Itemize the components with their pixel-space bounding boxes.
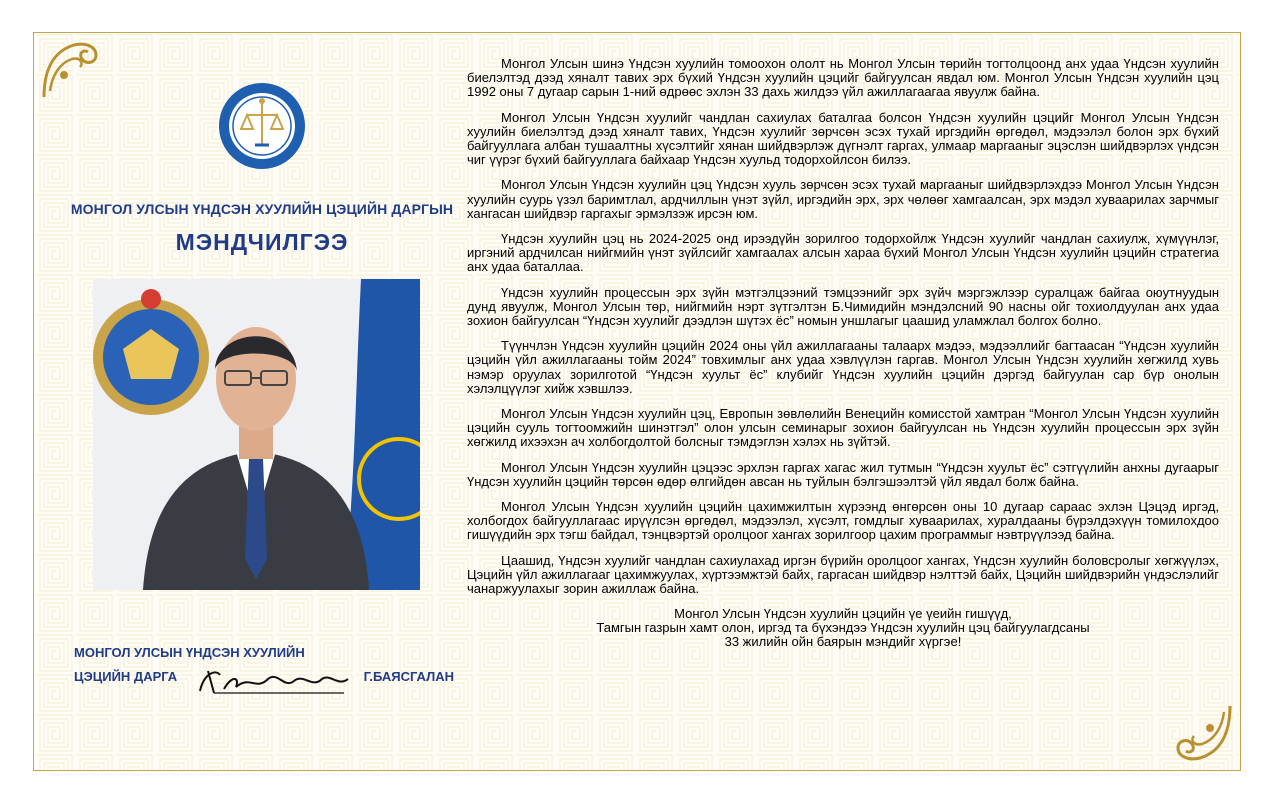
greeting-card	[33, 32, 1241, 771]
corner-ornament-icon	[1172, 702, 1234, 764]
corner-ornament-icon	[40, 39, 102, 101]
closing-line: Монгол Улсын Үндсэн хуулийн цэцийн үе үеийн гишүүд,	[674, 606, 1012, 622]
paragraph: Монгол Улсын Үндсэн хуулийн цэц Үндсэн хууль зөрчсөн эсэх тухай маргааныг шийдвэрлэхдээ Монгол Улсын Үндсэн хуулийн суурь үзэл баримтлал, ардчиллын үнэт зүйл, иргэдийн эрх, эрх чөлөөг хамгаалсан, эрх мэдэл хуваарилах зарчмыг хангасан шийдвэр гаргахыг эрмэлзэж ирсэн юм.	[467, 177, 1219, 221]
paragraph: Үндсэн хуулийн процессын эрх зүйн мэтгэлцээний тэмцээнийг эрх зүйч мэргэжлээр суралцаж байгаа оюутнуудын дунд явуулж, Монгол Улсын төр, нийгмийн нэрт зүтгэлтэн Б.Чимидийн мэндэлсний 90 насны ойг тохиолдуулан анх удаа зохион байгуулсан “Үндсэн хуулийг дээдлэн шүтэх ёс” номын уншлагыг цаашид уламжлал болгох болно.	[467, 284, 1219, 329]
paragraph: Монгол Улсын Үндсэн хуулийн цэц, Европын зөвлөлийн Венецийн комисстой хамтран “Монгол Улсын Үндсэн хуулийн цэцийн сууль тогтоомжийн шинэтгэл” олон улсын семинарыг зохион байгуулсан нь Үндсэн хуулийн процессын эрх зүйн хөгжилд ихээхэн ач холбогдолтой болсныг тэмдэглэн хэлэх нь зүйтэй.	[467, 406, 1219, 450]
paragraph: Монгол Улсын Үндсэн хуулийг чандлан сахиулах баталгаа болсон Үндсэн хуулийн цэцийг Монгол Улсын Үндсэн хуулийн биелэлтэд дээд хяналт тавих, Үндсэн хуулийг зөрчсөн эсэх тухай иргэдийн өргөдөл, мэдээлэл болон эрх бүхий байгууллага албан тушаалтны хүсэлтийг хянан шийдвэрлэж дүгнэлт гаргах, улмаар маргааныг эцэслэн шийдвэрлэх үндсэн чиг үүрэг бүхий байгууллага байхаар Үндсэн хуульд тодорхойлсон билээ.	[467, 109, 1219, 168]
greeting-body	[467, 57, 1219, 649]
signature-line-1: МОНГОЛ УЛСЫН ҮНДСЭН ХУУЛИЙН	[74, 645, 305, 660]
signature-line-2: ЦЭЦИЙН ДАРГА	[74, 669, 178, 684]
paragraph: Монгол Улсын шинэ Үндсэн хуулийн томоохон ололт нь Монгол Улсын төрийн тогтолцоонд анх удаа Үндсэн хуулийн биелэлтэд дээд хяналт тавих эрх бүхий Үндсэн хуулийн цэцийг байгуулсан явдал юм. Монгол Улсын Үндсэн хуулийн цэц 1992 оны 7 дугаар сарын 1-ний өдрөөс эхлэн 33 дахь жилдээ үйл ажиллагаагаа явуулж байна.	[467, 56, 1219, 100]
handwritten-signature-icon	[194, 665, 354, 697]
paragraph: Монгол Улсын Үндсэн хуулийн цэцээс эрхлэн гаргах хагас жил тутмын “Үндсэн хуульт ёс” сэтгүүлийн анхны дугаарыг Үндсэн хуулийн цэцийн төрсөн өдөр өлгийдөн авсан нь туйлын бэлгэшээлтэй үйл явдал болж байна.	[467, 459, 1219, 489]
signature-block	[74, 645, 454, 705]
chairman-portrait	[93, 279, 420, 590]
signature-name: Г.БАЯСГАЛАН	[363, 669, 454, 684]
paragraph: Монгол Улсын Үндсэн хуулийн цэцийн цахимжилтын хүрээнд өнгөрсөн оны 10 дугаар сараас эхлэн Цэцэд иргэд, холбогдох байгууллагаас ирүүлсэн өргөдөл, мэдээлэл, хүсэлт, гомдлыг хуваарилах, хуралдааны бүрэлдэхүүн томилохдоо гишүүдийн эрх тэгш байдал, тэнцвэртэй оролцоог хангах зорилгоор цахим программыг нэвтрүүлээд байна.	[467, 499, 1219, 543]
constitutional-court-emblem-icon	[217, 81, 307, 171]
closing-line: 33 жилийн ойн баярын мэндийг хүргэе!	[724, 634, 962, 650]
closing-line: Тамгын газрын хамт олон, иргэд та бүхэндээ Үндсэн хуулийн цэц байгуулагдсаны	[596, 620, 1090, 636]
paragraph: Үндсэн хуулийн цэц нь 2024-2025 онд ирээдүйн зорилгоо тодорхойлж Үндсэн хуулийг чандлан сахиулж, хүмүүнлэг, иргэний ардчилсан нийгмийн үнэт зүйлсийг хамгаалах алсын хараа бүхий Монгол Улсын Үндсэн хуулийн цэцийн стратегиа анх удаа баталлаа.	[467, 231, 1219, 275]
paragraph: Цаашид, Үндсэн хуулийг чандлан сахиулахад иргэн бүрийн оролцоог хангах, Үндсэн хуулийн боловсролыг хөгжүүлэх, Цэцийн үйл ажиллагааг цахимжуулах, хүртээмжтэй байх, гаргасан шийдвэр нэлттэй байх, Цэцийн шийдвэрийн үндэслэлийг чанаржуулахыг зорин ажиллаж байна.	[467, 552, 1219, 597]
closing-wishes	[467, 607, 1219, 649]
chairman-portrait-icon	[93, 279, 420, 590]
greeting-subtitle: МОНГОЛ УЛСЫН ҮНДСЭН ХУУЛИЙН ЦЭЦИЙН ДАРГЫН	[70, 201, 454, 217]
greeting-heading: МЭНДЧИЛГЭЭ	[175, 229, 349, 255]
paragraph: Түүнчлэн Үндсэн хуулийн цэцийн 2024 оны үйл ажиллагааны талаарх мэдээ, мэдээллийг багтаасан “Үндсэн хуулийн цэцийн үйл ажиллагааны тойм 2024” товхимлыг анх удаа хэвлүүлэн гаргав. Монгол Улсын Үндсэн хуулийн хөгжилд хувь нэмэр оруулах зорилготой “Үндсэн хуульт ёс” клубийг Үндсэн хуулийн цэцийн дэргэд байгуулан сар бүр онолын хэлэлцүүлэг хийж хэвшлээ.	[467, 338, 1219, 396]
